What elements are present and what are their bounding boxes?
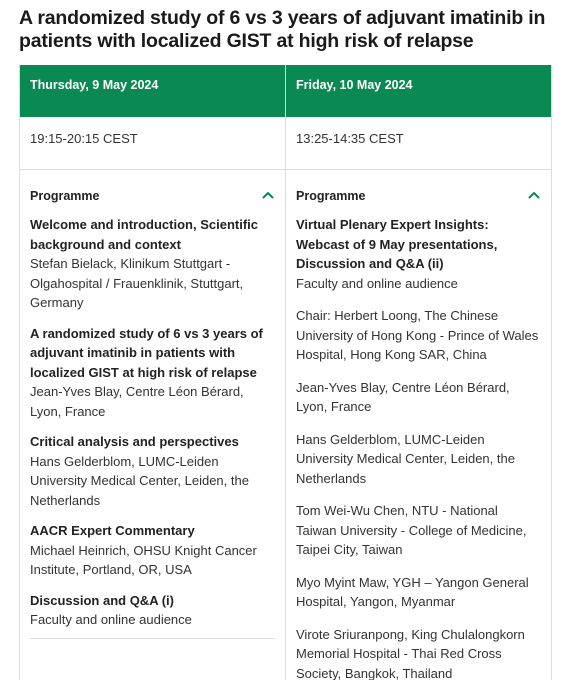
divider <box>30 638 275 639</box>
item-title: Welcome and introduction, Scientific background and context <box>30 217 259 252</box>
day-column-thursday <box>19 65 286 680</box>
item-title: A randomized study of 6 vs 3 years of adjuvant imatinib in patients with localized GIST at high risk of relapse <box>30 325 263 380</box>
day-header: Friday, 10 May 2024 <box>286 65 551 117</box>
speaker-entry: Myo Myint Maw, YGH – Yangon General Hospital, Yangon, Myanmar <box>296 574 529 609</box>
speaker-entry: Virote Sriuranpong, King Chulalongkorn Memorial Hospital - Thai Red Cross Society, Bangkok, Thailand <box>296 626 525 680</box>
speaker-entry: Chair: Herbert Loong, The Chinese University of Hong Kong - Prince of Wales Hospital, Hong Kong SAR, China <box>296 308 539 362</box>
list-item <box>296 215 541 293</box>
item-speaker: Hans Gelderblom, LUMC-Leiden University Medical Center, Leiden, the Netherlands <box>30 453 249 508</box>
list-item <box>30 591 275 630</box>
speaker-entry: Tom Wei-Wu Chen, NTU - National Taiwan University - College of Medicine, Taipei City, Taiwan <box>296 503 527 557</box>
session-time: 13:25-14:35 CEST <box>286 117 551 170</box>
list-item <box>30 521 275 580</box>
item-title: Discussion and Q&A (i) <box>30 592 174 608</box>
programme-list <box>20 212 285 639</box>
programme-list <box>286 212 551 680</box>
chevron-up-icon[interactable] <box>261 188 275 202</box>
session-time: 19:15-20:15 CEST <box>20 117 285 170</box>
item-audience: Faculty and online audience <box>296 275 458 291</box>
page-title: A randomized study of 6 vs 3 years of adjuvant imatinib in patients with localized GIST at high risk of relapse <box>19 7 546 52</box>
item-speaker: Michael Heinrich, OHSU Knight Cancer Institute, Portland, OR, USA <box>30 542 257 577</box>
item-title: Critical analysis and perspectives <box>30 434 239 449</box>
item-title: AACR Expert Commentary <box>30 523 195 538</box>
chevron-up-icon[interactable] <box>527 188 541 202</box>
programme-label: Programme <box>296 189 366 203</box>
programme-label: Programme <box>30 189 100 203</box>
item-speaker: Stefan Bielack, Klinikum Stuttgart - Olgahospital / Frauenklinik, Stuttgart, Germany <box>30 256 244 310</box>
speaker-entry: Hans Gelderblom, LUMC-Leiden University Medical Center, Leiden, the Netherlands <box>296 431 515 486</box>
programme-toggle[interactable] <box>286 170 551 212</box>
list-item <box>30 432 275 510</box>
item-speaker: Faculty and online audience <box>30 612 192 627</box>
item-title: Virtual Plenary Expert Insights: Webcast of 9 May presentations, Discussion and Q&A (ii) <box>296 217 498 271</box>
day-column-friday <box>285 65 552 680</box>
programme-toggle[interactable] <box>20 170 285 212</box>
item-speaker: Jean-Yves Blay, Centre Léon Bérard, Lyon, France <box>30 384 244 419</box>
speaker-entry: Jean-Yves Blay, Centre Léon Bérard, Lyon, France <box>296 379 510 414</box>
list-item <box>30 324 275 422</box>
list-item <box>30 215 275 313</box>
day-header: Thursday, 9 May 2024 <box>20 65 285 117</box>
